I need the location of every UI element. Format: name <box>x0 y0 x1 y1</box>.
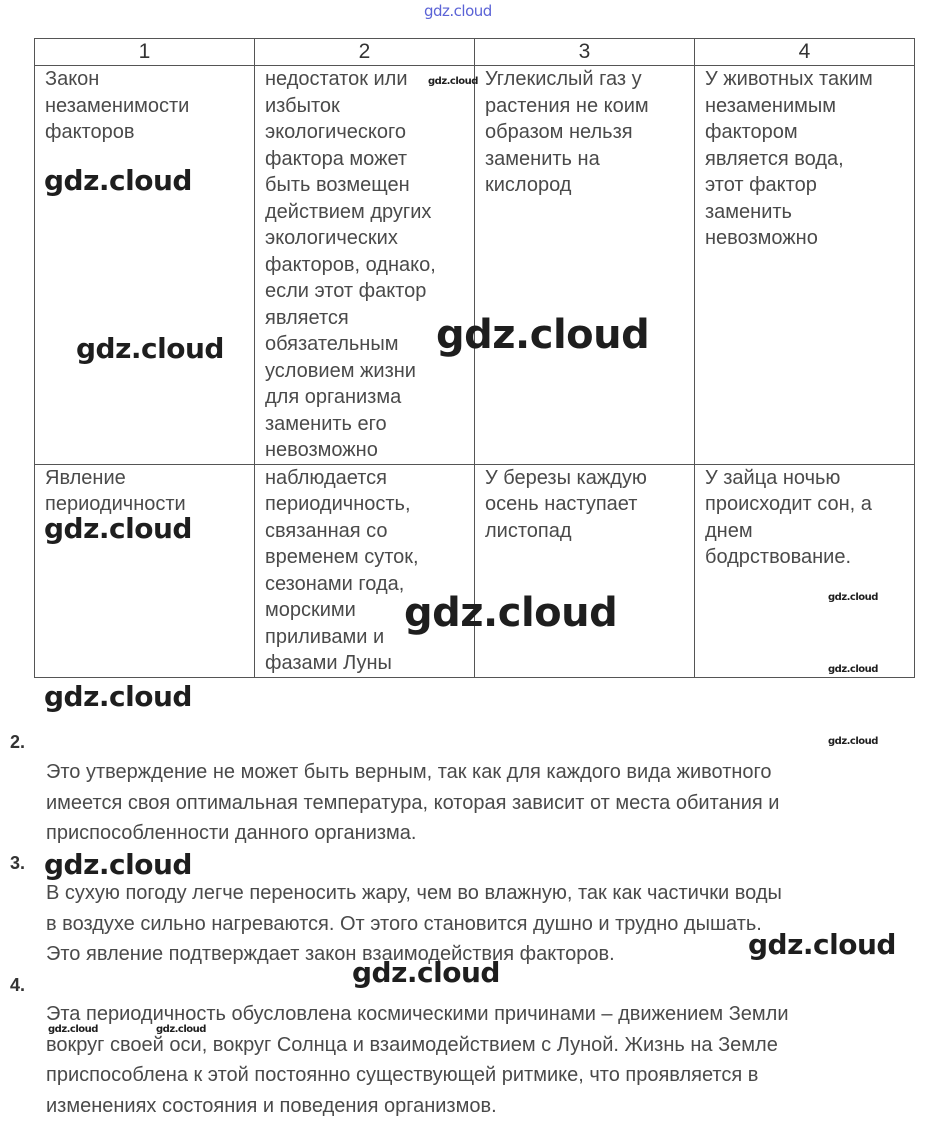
answer-text: В сухую погоду легче переносить жару, чем во влажную, так как частички воды в воздухе сильно нагреваются. От этого становится душно и трудно дышать. Это явление подтверждает закон взаимодействия факторов. <box>46 882 782 965</box>
answer-number: 3. <box>10 853 26 873</box>
cell-text: недостаток или избыток экологического фактора может быть возмещен действием других экологических факторов, однако, если этот фактор является обязательным условием жизни для организма заменить его невозможно <box>265 68 436 461</box>
cell-text: Явление периодичности <box>45 466 186 515</box>
table-row <box>35 66 915 465</box>
watermark: gdz.cloud <box>44 164 192 197</box>
column-header: 2 <box>255 39 475 66</box>
watermark: gdz.cloud <box>44 512 192 545</box>
watermark: gdz.cloud <box>828 592 878 603</box>
table-cell <box>35 66 255 465</box>
column-header: 3 <box>475 39 695 66</box>
table-cell <box>475 66 695 465</box>
cell-text: У березы каждую осень наступает листопад <box>485 466 647 542</box>
table-cell <box>35 464 255 677</box>
watermark: gdz.cloud <box>436 312 650 358</box>
watermark: gdz.cloud <box>748 928 896 961</box>
table-cell <box>475 464 695 677</box>
watermark: gdz.cloud <box>44 848 192 881</box>
column-header: 1 <box>35 39 255 66</box>
watermark: gdz.cloud <box>428 76 478 87</box>
watermark: gdz.cloud <box>48 1024 98 1035</box>
answer-text: Это утверждение не может быть верным, так как для каждого вида животного имеется своя оптимальная температура, которая зависит от места обитания и приспособленности данного организма. <box>46 761 780 844</box>
cell-text: Углекислый газ у растения не коим образом нельзя заменить на кислород <box>485 68 649 196</box>
cell-text: У животных таким незаменимым фактором является вода, этот фактор заменить невозможно <box>705 68 873 249</box>
watermark: gdz.cloud <box>352 956 500 989</box>
answer-text: Эта периодичность обусловлена космическими причинами – движением Земли вокруг своей оси, вокруг Солнца и взаимодействием с Луной. Жизнь на Земле приспособлена к этой постоянно существующей ритмике, что проявляется в изменениях состояния и поведения организмов. <box>46 1003 789 1117</box>
watermark-top: gdz.cloud <box>424 2 492 20</box>
cell-text: наблюдается периодичность, связанная со временем суток, сезонами года, морскими приливами и фазами Луны <box>265 466 419 674</box>
watermark: gdz.cloud <box>828 664 878 675</box>
watermark: gdz.cloud <box>76 332 224 365</box>
cell-text: Закон незаменимости факторов <box>45 68 190 143</box>
table-row <box>35 464 915 677</box>
watermark: gdz.cloud <box>404 590 618 636</box>
answer-number: 2. <box>10 732 26 752</box>
table-cell <box>695 464 915 677</box>
table-cell <box>695 66 915 465</box>
cell-text: У зайца ночью происходит сон, а днем бодрствование. <box>705 466 872 568</box>
watermark: gdz.cloud <box>156 1024 206 1035</box>
answer-number: 4. <box>10 975 26 995</box>
table-cell <box>255 464 475 677</box>
watermark: gdz.cloud <box>828 736 878 747</box>
table-header-row <box>35 39 915 66</box>
table-cell <box>255 66 475 465</box>
watermark: gdz.cloud <box>44 680 192 713</box>
column-header: 4 <box>695 39 915 66</box>
